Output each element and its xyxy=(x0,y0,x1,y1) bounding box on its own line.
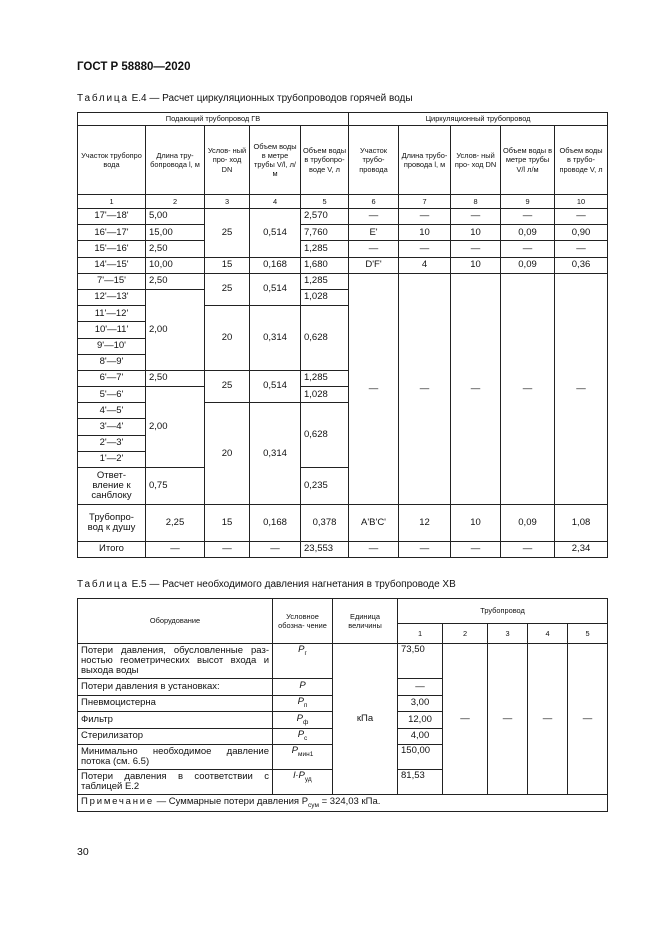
unit-cell: кПа xyxy=(333,644,398,795)
symbol-cell: $P_ф$ xyxy=(273,712,333,729)
column-header-symbol: Условное обозна- чение xyxy=(273,599,333,644)
circ-cell: — xyxy=(555,241,608,257)
volume-cell: 0,378 xyxy=(301,505,349,542)
column-header: Объем воды в метре трубы V/l л/м xyxy=(501,126,555,195)
column-number: 6 xyxy=(349,195,399,209)
column-number: 10 xyxy=(555,195,608,209)
equipment-cell: Потери давления, обусловленные раз- ностью геометрических высот входа и выхода воды xyxy=(78,644,273,679)
volume-per-meter-cell: 0,514 xyxy=(250,370,301,402)
volume-cell: 1,028 xyxy=(301,289,349,305)
section-cell: 8'—9' xyxy=(78,354,146,370)
circ-cell: 4 xyxy=(399,257,451,273)
circ-cell: — xyxy=(451,209,501,225)
column-header: Участок трубопро вода xyxy=(78,126,146,195)
column-header: Объем воды в метре трубы V/l, л/м xyxy=(250,126,301,195)
column-header-equipment: Оборудование xyxy=(78,599,273,644)
section-cell: 17'—18' xyxy=(78,209,146,225)
section-cell: 11'—12' xyxy=(78,306,146,322)
pipeline-number: 5 xyxy=(568,624,608,644)
dn-cell: 15 xyxy=(205,257,250,273)
equipment-cell: Потери давления в установках: xyxy=(78,679,273,696)
table-row xyxy=(78,644,608,679)
circ-cell: — xyxy=(501,542,555,558)
section-cell: 9'—10' xyxy=(78,338,146,354)
circ-cell: 10 xyxy=(451,257,501,273)
circ-cell: — xyxy=(555,209,608,225)
dn-cell: 25 xyxy=(205,209,250,258)
symbol-cell: $l\cdot P_{уд}$ xyxy=(273,770,333,795)
circ-cell: — xyxy=(555,273,608,504)
circ-cell: D'F' xyxy=(349,257,399,273)
column-number: 8 xyxy=(451,195,501,209)
volume-per-meter-cell: 0,314 xyxy=(250,403,301,505)
circ-cell: — xyxy=(451,542,501,558)
pipeline-3-cell: — xyxy=(488,644,528,795)
page-number: 30 xyxy=(77,846,89,858)
circ-cell: — xyxy=(451,241,501,257)
table-row xyxy=(78,273,608,289)
section-cell: 3'—4' xyxy=(78,419,146,435)
section-cell: 2'—3' xyxy=(78,435,146,451)
table-row xyxy=(78,505,608,542)
equipment-cell: Фильтр xyxy=(78,712,273,729)
section-cell: Трубопро- вод к душу xyxy=(78,505,146,542)
circ-cell: — xyxy=(399,542,451,558)
dn-cell: 25 xyxy=(205,370,250,402)
volume-per-meter-cell: 0,168 xyxy=(250,505,301,542)
column-header: Длина тру- бопровода l, м xyxy=(146,126,205,195)
length-cell: 2,00 xyxy=(146,289,205,370)
length-cell: — xyxy=(146,542,205,558)
circ-cell: — xyxy=(349,273,399,504)
circ-cell: — xyxy=(501,241,555,257)
dn-cell: 15 xyxy=(205,505,250,542)
table-e5 xyxy=(77,598,608,812)
volume-cell: 0,628 xyxy=(301,306,349,371)
column-number: 1 xyxy=(78,195,146,209)
symbol-cell: $P_с$ xyxy=(273,728,333,745)
table-e4 xyxy=(77,112,608,558)
section-cell: 6'—7' xyxy=(78,370,146,386)
circ-cell: — xyxy=(501,209,555,225)
dn-cell: 25 xyxy=(205,273,250,305)
volume-cell: 0,235 xyxy=(301,468,349,505)
circ-cell: A'B'C' xyxy=(349,505,399,542)
pipeline-number: 4 xyxy=(528,624,568,644)
pipeline-2-cell: — xyxy=(443,644,488,795)
column-number: 2 xyxy=(146,195,205,209)
equipment-cell: Минимально необходимое давление потока (см. 6.5) xyxy=(78,745,273,770)
section-cell: 1'—2' xyxy=(78,451,146,467)
length-cell: 10,00 xyxy=(146,257,205,273)
value-cell: — xyxy=(398,679,443,696)
group-header-supply: Подающий трубопровод ГВ xyxy=(78,113,349,126)
circ-cell: 0,09 xyxy=(501,225,555,241)
table-note: Примечание — Суммарные потери давления $P_{сум} = 324,03$ кПа. xyxy=(78,795,608,812)
length-cell: 2,25 xyxy=(146,505,205,542)
volume-cell: 2,570 xyxy=(301,209,349,225)
circ-cell: — xyxy=(399,273,451,504)
section-cell: 10'—11' xyxy=(78,322,146,338)
column-header: Участок трубо- провода xyxy=(349,126,399,195)
circ-cell: 12 xyxy=(399,505,451,542)
circ-cell: — xyxy=(349,209,399,225)
dn-cell: 20 xyxy=(205,403,250,505)
volume-cell: 1,285 xyxy=(301,241,349,257)
volume-cell: 23,553 xyxy=(301,542,349,558)
column-header: Объем воды в трубо- проводе V, л xyxy=(555,126,608,195)
column-header-unit: Единица величины xyxy=(333,599,398,644)
dn-cell: — xyxy=(205,542,250,558)
pipeline-5-cell: — xyxy=(568,644,608,795)
circ-cell: 10 xyxy=(399,225,451,241)
value-cell: 81,53 xyxy=(398,770,443,795)
volume-cell: 1,285 xyxy=(301,273,349,289)
circ-cell: 2,34 xyxy=(555,542,608,558)
equipment-cell: Стерилизатор xyxy=(78,728,273,745)
table-row xyxy=(78,209,608,225)
value-cell: 150,00 xyxy=(398,745,443,770)
table-note-row xyxy=(78,795,608,812)
section-cell: Ответ- вление к санблоку xyxy=(78,468,146,505)
pipeline-4-cell: — xyxy=(528,644,568,795)
volume-per-meter-cell: 0,168 xyxy=(250,257,301,273)
column-header: Услов- ный про- ход DN xyxy=(451,126,501,195)
value-cell: 73,50 xyxy=(398,644,443,679)
column-header: Объем воды в трубопро- воде V, л xyxy=(301,126,349,195)
table-row xyxy=(78,241,608,257)
section-cell: 15'—16' xyxy=(78,241,146,257)
volume-per-meter-cell: — xyxy=(250,542,301,558)
symbol-cell: P xyxy=(273,679,333,696)
length-cell: 0,75 xyxy=(146,468,205,505)
length-cell: 2,50 xyxy=(146,370,205,386)
length-cell: 2,50 xyxy=(146,241,205,257)
section-cell: 16'—17' xyxy=(78,225,146,241)
circ-cell: 0,09 xyxy=(501,505,555,542)
circ-cell: — xyxy=(349,542,399,558)
section-cell: 4'—5' xyxy=(78,403,146,419)
pipeline-number: 2 xyxy=(443,624,488,644)
group-header-circulation: Циркуляционный трубопровод xyxy=(349,113,608,126)
length-cell: 2,50 xyxy=(146,273,205,289)
circ-cell: — xyxy=(349,241,399,257)
volume-cell: 0,628 xyxy=(301,403,349,468)
equipment-cell: Пневмоцистерна xyxy=(78,695,273,712)
section-cell: 7'—15' xyxy=(78,273,146,289)
section-cell: 5'—6' xyxy=(78,387,146,403)
column-header: Длина трубо- провода l, м xyxy=(399,126,451,195)
circ-cell: — xyxy=(399,209,451,225)
column-header: Услов- ный про- ход DN xyxy=(205,126,250,195)
symbol-cell: $P_п$ xyxy=(273,695,333,712)
volume-cell: 7,760 xyxy=(301,225,349,241)
table-e4-caption: Таблица Е.4 — Расчет циркуляционных трубопроводов горячей воды xyxy=(77,93,413,104)
column-number: 4 xyxy=(250,195,301,209)
standard-header: ГОСТ Р 58880—2020 xyxy=(77,61,191,73)
section-cell: Итого xyxy=(78,542,146,558)
circ-cell: 10 xyxy=(451,225,501,241)
length-cell: 2,00 xyxy=(146,387,205,468)
volume-cell: 1,285 xyxy=(301,370,349,386)
column-number: 7 xyxy=(399,195,451,209)
volume-per-meter-cell: 0,514 xyxy=(250,273,301,305)
value-cell: 12,00 xyxy=(398,712,443,729)
dn-cell: 20 xyxy=(205,306,250,371)
circ-cell: 10 xyxy=(451,505,501,542)
volume-cell: 1,680 xyxy=(301,257,349,273)
circ-cell: 0,90 xyxy=(555,225,608,241)
table-e5-caption: Таблица Е.5 — Расчет необходимого давления нагнетания в трубопроводе ХВ xyxy=(77,579,456,590)
volume-cell: 1,028 xyxy=(301,387,349,403)
length-cell: 5,00 xyxy=(146,209,205,225)
table-row xyxy=(78,225,608,241)
section-cell: 14'—15' xyxy=(78,257,146,273)
section-cell: 12'—13' xyxy=(78,289,146,305)
circ-cell: 1,08 xyxy=(555,505,608,542)
circ-cell: 0,36 xyxy=(555,257,608,273)
pipeline-number: 1 xyxy=(398,624,443,644)
length-cell: 15,00 xyxy=(146,225,205,241)
circ-cell: 0,09 xyxy=(501,257,555,273)
circ-cell: — xyxy=(399,241,451,257)
volume-per-meter-cell: 0,514 xyxy=(250,209,301,258)
column-header-pipeline: Трубопровод xyxy=(398,599,608,624)
column-number: 3 xyxy=(205,195,250,209)
column-number-row xyxy=(78,195,608,209)
pipeline-number: 3 xyxy=(488,624,528,644)
circ-cell: — xyxy=(451,273,501,504)
value-cell: 4,00 xyxy=(398,728,443,745)
column-number: 9 xyxy=(501,195,555,209)
circ-cell: E' xyxy=(349,225,399,241)
symbol-cell: $P_г$ xyxy=(273,644,333,679)
value-cell: 3,00 xyxy=(398,695,443,712)
circ-cell: — xyxy=(501,273,555,504)
symbol-cell: $P_{мин1}$ xyxy=(273,745,333,770)
column-number: 5 xyxy=(301,195,349,209)
volume-per-meter-cell: 0,314 xyxy=(250,306,301,371)
equipment-cell: Потери давления в соответствии с таблицей Е.2 xyxy=(78,770,273,795)
table-row xyxy=(78,257,608,273)
table-row-total xyxy=(78,542,608,558)
